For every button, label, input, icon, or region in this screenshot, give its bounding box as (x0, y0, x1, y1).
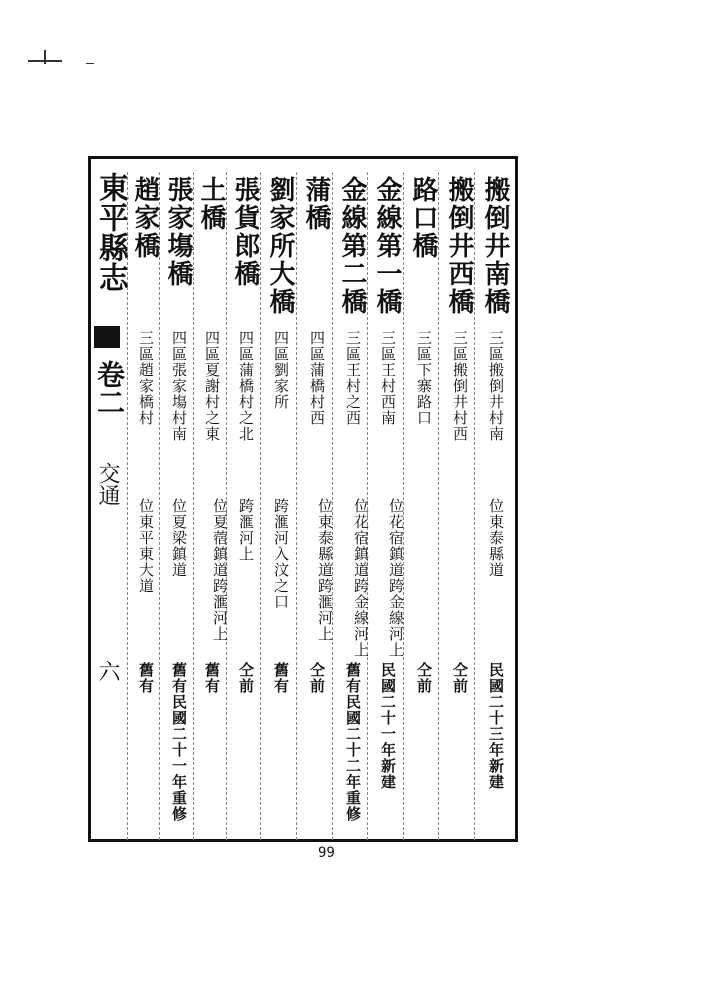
bridge-note: 仝前 (308, 662, 326, 694)
bridge-location: 三區搬倒井村南 (487, 330, 505, 442)
bridge-location: 四區夏謝村之東 (203, 330, 221, 442)
bridge-note: 民國二十一年新建 (379, 662, 397, 790)
bridge-route: 跨滙河入汶之口 (272, 498, 290, 610)
bridge-note: 仝前 (451, 662, 469, 694)
book-title: 東平縣志 (93, 172, 128, 292)
column-divider (438, 172, 439, 840)
bridge-note: 仝前 (415, 662, 433, 694)
volume-label: 卷二 (93, 360, 126, 416)
bridge-location: 四區劉家所 (272, 330, 290, 410)
bridge-name: 張家塲橋 (163, 176, 193, 288)
bridge-name: 劉家所大橋 (265, 176, 295, 316)
bridge-location: 三區下寨路口 (415, 330, 433, 426)
bridge-name: 張貨郎橋 (230, 176, 260, 288)
bridge-location: 三區王村之西 (344, 330, 362, 426)
bridge-location: 三區王村西南 (379, 330, 397, 426)
column-divider (127, 172, 128, 840)
bridge-route: 位花宿鎮道跨金線河上 (387, 498, 405, 658)
bridge-note: 舊有 (137, 662, 155, 694)
bridge-name: 金線第二橋 (337, 176, 367, 316)
bridge-note: 仝前 (237, 662, 255, 694)
section-label: 交通 (95, 462, 120, 506)
column-divider (474, 172, 475, 840)
bridge-route: 跨滙河上 (237, 498, 255, 562)
bridge-name: 土橋 (196, 176, 226, 232)
bridge-name: 路口橋 (408, 176, 438, 260)
bridge-name: 蒲橋 (301, 176, 331, 232)
bridge-note: 民國二十三年新建 (487, 662, 505, 790)
bridge-route: 位東平東大道 (137, 498, 155, 594)
bridge-note: 舊有民國二十一年重修 (170, 662, 188, 822)
page-marker: 六 (95, 660, 120, 682)
bridge-location: 四區蒲橋村西 (308, 330, 326, 426)
bridge-note: 舊有 (203, 662, 221, 694)
bridge-note: 舊有民國二十二年重修 (344, 662, 362, 822)
column-divider (260, 172, 261, 840)
bridge-route: 位夏梁鎮道 (170, 498, 188, 578)
page-number: 99 (318, 845, 335, 861)
bridge-location: 四區張家塲村南 (170, 330, 188, 442)
bridge-location: 三區趙家橋村 (137, 330, 155, 426)
bridge-location: 四區蒲橋村之北 (237, 330, 255, 442)
column-divider (296, 172, 297, 840)
bridge-name: 搬倒井南橋 (480, 176, 510, 316)
bridge-route: 位夏蓿鎮道跨滙河上 (211, 498, 229, 642)
bridge-route: 位東泰縣道跨滙河上 (316, 498, 334, 642)
bridge-location: 三區搬倒井村西 (451, 330, 469, 442)
bridge-name: 趙家橋 (130, 176, 160, 260)
bridge-route: 位東泰縣道 (487, 498, 505, 578)
bridge-name: 金線第一橋 (372, 176, 402, 316)
bridge-route: 位花宿鎮道跨金線河上 (352, 498, 370, 658)
column-divider (159, 172, 160, 840)
corner-mark (86, 63, 94, 64)
corner-mark (44, 50, 46, 64)
bridge-note: 舊有 (272, 662, 290, 694)
fishtail-mark (94, 326, 120, 348)
column-divider (193, 172, 194, 840)
bridge-name: 搬倒井西橋 (444, 176, 474, 316)
